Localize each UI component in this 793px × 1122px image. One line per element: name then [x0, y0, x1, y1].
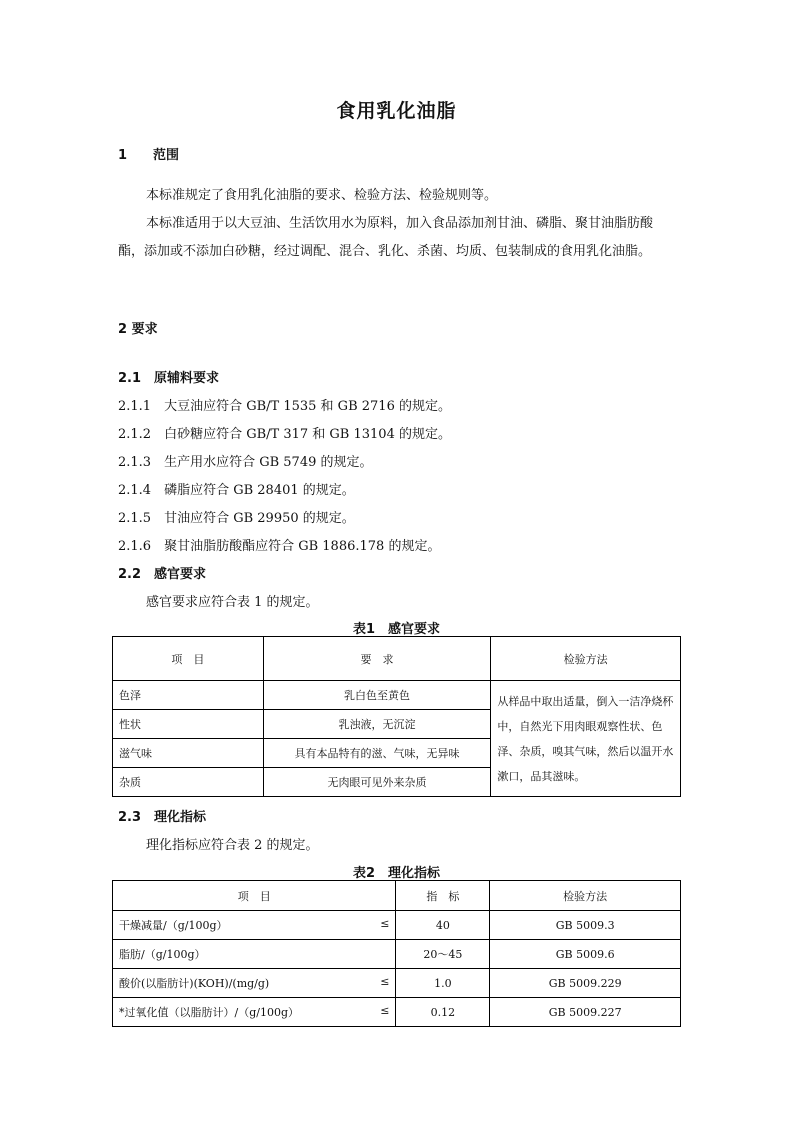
table1-method-cell: 从样品中取出适量，倒入一洁净烧杯中，自然光下用肉眼观察性状、色泽、杂质，嗅其气味，然后以温开水漱口，品其滋味。	[491, 681, 681, 797]
table2-value: 40	[396, 911, 490, 940]
requirement-item: 2.1.6 聚甘油脂肪酸酯应符合 GB 1886.178 的规定。	[118, 539, 441, 554]
sensory-table	[112, 636, 681, 797]
table2-header-index: 指 标	[396, 881, 490, 911]
table1-cell: 色泽	[113, 681, 264, 710]
table1-cell: 乳浊液，无沉淀	[263, 710, 491, 739]
requirement-item: 2.1.5 甘油应符合 GB 29950 的规定。	[118, 511, 355, 526]
requirement-item: 2.1.1 大豆油应符合 GB/T 1535 和 GB 2716 的规定。	[118, 399, 451, 414]
section-2-heading: 2 要求	[118, 322, 158, 337]
section-2-3-heading: 2.3 理化指标	[118, 810, 207, 825]
table1-header-method: 检验方法	[491, 637, 681, 681]
table1-cell: 无肉眼可见外来杂质	[263, 768, 491, 797]
page-title: 食用乳化油脂	[336, 100, 457, 122]
table2-item: 脂肪/（g/100g）	[119, 948, 206, 961]
table2-operator: ≤	[380, 917, 390, 930]
table1-header-item: 项 目	[113, 637, 264, 681]
table1-cell: 乳白色至黄色	[263, 681, 491, 710]
table2-header-method: 检验方法	[490, 881, 681, 911]
table2-header-item: 项 目	[113, 881, 396, 911]
scope-paragraph-2: 本标准适用于以大豆油、生活饮用水为原料，加入食品添加剂甘油、磷脂、聚甘油脂肪酸酯，添加或不添加白砂糖，经过调配、混合、乳化、杀菌、均质、包装制成的食用乳化油脂。	[118, 216, 654, 259]
table1-caption: 表1 感官要求	[352, 622, 441, 637]
table2-operator: ≤	[380, 975, 390, 988]
table2-value: 0.12	[396, 998, 490, 1027]
section-2-2-heading: 2.2 感官要求	[118, 567, 207, 582]
table2-method: GB 5009.6	[490, 940, 681, 969]
table1-header-requirement: 要 求	[263, 637, 491, 681]
table2-value: 1.0	[396, 969, 490, 998]
physchem-intro: 理化指标应符合表 2 的规定。	[146, 838, 319, 853]
section-2-1-heading: 2.1 原辅料要求	[118, 371, 220, 386]
table2-item: 酸价(以脂肪计)(KOH)/(mg/g)	[119, 977, 270, 990]
section-1-heading: 1 范围	[118, 148, 180, 163]
table2-method: GB 5009.227	[490, 998, 681, 1027]
table2-item: *过氧化值（以脂肪计）/（g/100g）	[119, 1006, 299, 1019]
scope-paragraph-1: 本标准规定了食用乳化油脂的要求、检验方法、检验规则等。	[146, 188, 498, 203]
requirement-item: 2.1.4 磷脂应符合 GB 28401 的规定。	[118, 483, 355, 498]
table2-operator: ≤	[380, 1004, 390, 1017]
physchem-table	[112, 880, 681, 1027]
table1-cell: 具有本品特有的滋、气味，无异味	[263, 739, 491, 768]
table2-caption: 表2 理化指标	[352, 866, 441, 881]
table2-method: GB 5009.229	[490, 969, 681, 998]
table1-cell: 滋气味	[113, 739, 264, 768]
table2-value: 20～45	[396, 940, 490, 969]
table2-item: 干燥减量/（g/100g）	[119, 919, 228, 932]
table2-method: GB 5009.3	[490, 911, 681, 940]
sensory-intro: 感官要求应符合表 1 的规定。	[146, 595, 319, 610]
table1-cell: 性状	[113, 710, 264, 739]
requirement-item: 2.1.3 生产用水应符合 GB 5749 的规定。	[118, 455, 373, 470]
table1-cell: 杂质	[113, 768, 264, 797]
requirement-item: 2.1.2 白砂糖应符合 GB/T 317 和 GB 13104 的规定。	[118, 427, 451, 442]
